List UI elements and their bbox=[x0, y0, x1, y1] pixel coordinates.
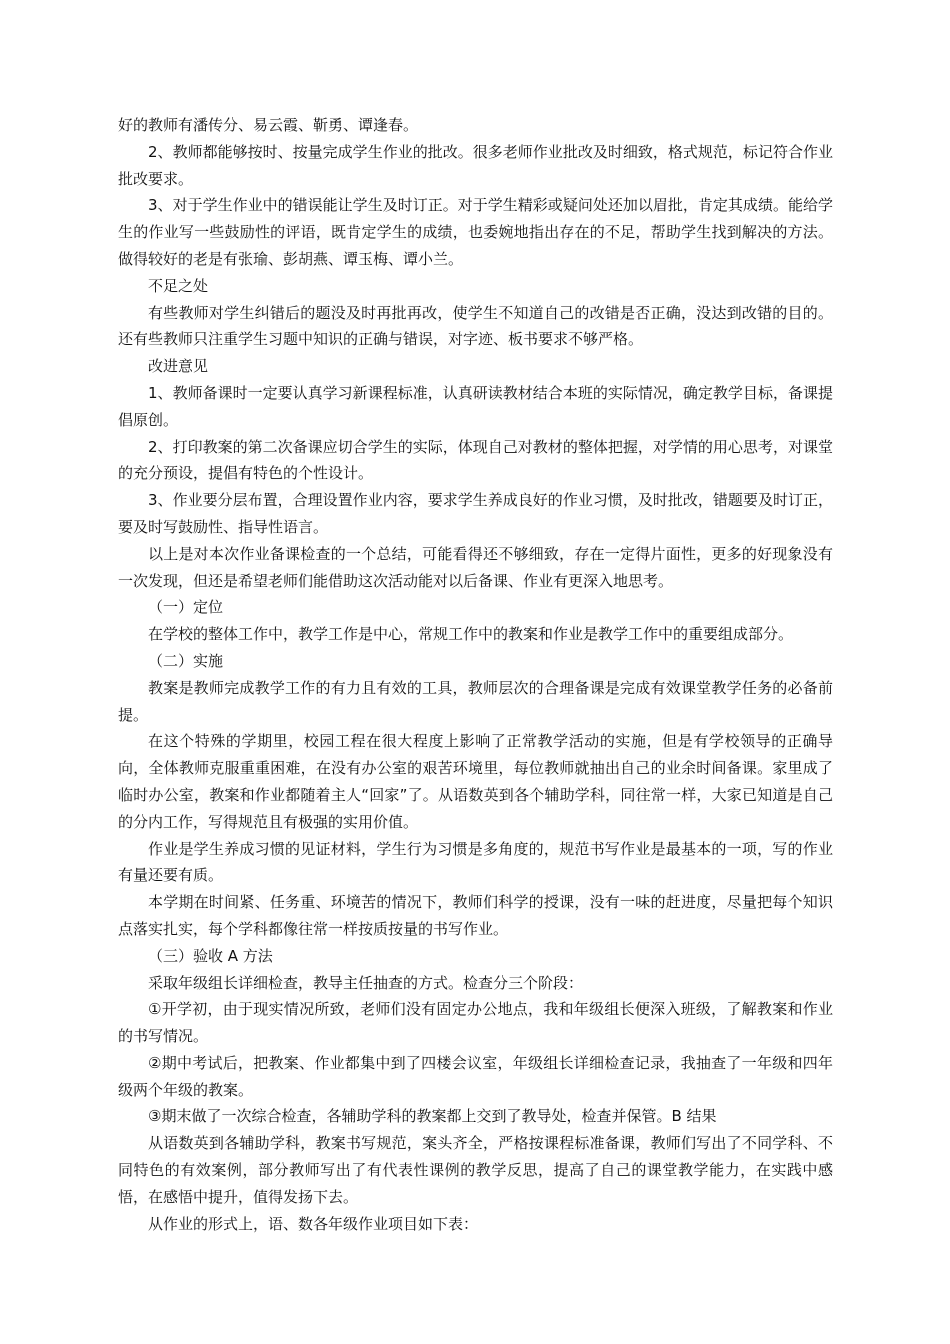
section-heading: （二）实施 bbox=[148, 651, 224, 670]
paragraph: ②期中考试后，把教案、作业都集中到了四楼会议室，年级组长详细检查记录，我抽查了一年级和四年级两个年级的教案。 bbox=[118, 1053, 833, 1099]
paragraph: 以上是对本次作业备课检查的一个总结，可能看得还不够细致，存在一定得片面性，更多的好现象没有一次发现，但还是希望老师们能借助这次活动能对以后备课、作业有更深入地思考。 bbox=[118, 544, 833, 590]
paragraph: 有些教师对学生纠错后的题没及时再批再改，使学生不知道自己的改错是否正确，没达到改错的目的。还有些教师只注重学生习题中知识的正确与错误，对字迹、板书要求不够严格。 bbox=[118, 303, 833, 349]
paragraph: 2、打印教案的第二次备课应切合学生的实际，体现自己对教材的整体把握，对学情的用心思考，对课堂的充分预设，提倡有特色的个性设计。 bbox=[118, 437, 833, 483]
paragraph: 3、作业要分层布置，合理设置作业内容，要求学生养成良好的作业习惯，及时批改，错题要及时订正，要及时写鼓励性、指导性语言。 bbox=[118, 491, 833, 536]
paragraph: ③期末做了一次综合检查，各辅助学科的教案都上交到了教导处，检查并保管。B 结果 bbox=[148, 1107, 717, 1126]
paragraph: 2、教师都能够按时、按量完成学生作业的批改。很多老师作业批改及时细致，格式规范，标记符合作业批改要求。 bbox=[118, 142, 833, 188]
paragraph: 在这个特殊的学期里，校园工程在很大程度上影响了正常教学活动的实施，但是有学校领导的正确导向，全体教师克服重重困难，在没有办公室的艰苦环境里，每位教师就抽出自己的业余时间备课。家里成了临时办公室，教案和作业都随着主人“回家”了。从语数英到各个辅助学科，同往常一样，大家已知道是自己的分内工作，写得规范且有极强的实用价值。 bbox=[118, 732, 833, 831]
paragraph: 好的教师有潘传分、易云霞、靳勇、谭逢春。 bbox=[118, 116, 419, 134]
paragraph: 在学校的整体工作中，教学工作是中心，常规工作中的教案和作业是教学工作中的重要组成部分。 bbox=[148, 625, 794, 644]
document-body bbox=[118, 112, 833, 1237]
section-heading: 改进意见 bbox=[148, 357, 209, 376]
paragraph: 1、教师备课时一定要认真学习新课程标准，认真研读教材结合本班的实际情况，确定教学目标，备课提倡原创。 bbox=[118, 383, 833, 429]
paragraph: 教案是教师完成教学工作的有力且有效的工具，教师层次的合理备课是完成有效课堂教学任务的必备前提。 bbox=[118, 678, 833, 724]
paragraph: 从作业的形式上，语、数各年级作业项目如下表： bbox=[148, 1214, 479, 1233]
paragraph: 从语数英到各辅助学科，教案书写规范，案头齐全，严格按课程标准备课，教师们写出了不同学科、不同特色的有效案例，部分教师写出了有代表性课例的教学反思，提高了自己的课堂教学能力，在实践中感悟，在感悟中提升，值得发扬下去。 bbox=[118, 1134, 833, 1206]
section-heading: 不足之处 bbox=[148, 276, 209, 295]
section-heading: （一）定位 bbox=[148, 598, 224, 617]
paragraph: 采取年级组长详细检查，教导主任抽查的方式。检查分三个阶段： bbox=[148, 973, 584, 992]
paragraph: ①开学初，由于现实情况所致，老师们没有固定办公地点，我和年级组长便深入班级，了解教案和作业的书写情况。 bbox=[118, 1000, 833, 1046]
paragraph: 本学期在时间紧、任务重、环境苦的情况下，教师们科学的授课，没有一味的赶进度，尽量把每个知识点落实扎实，每个学科都像往常一样按质按量的书写作业。 bbox=[118, 893, 833, 938]
section-heading: （三）验收 A 方法 bbox=[148, 946, 273, 965]
paragraph: 3、对于学生作业中的错误能让学生及时订正。对于学生精彩或疑问处还加以眉批，肯定其成绩。能给学生的作业写一些鼓励性的评语，既肯定学生的成绩，也委婉地指出存在的不足，帮助学生找到解决的方法。做得较好的老是有张瑜、彭胡燕、谭玉梅、谭小兰。 bbox=[118, 196, 833, 268]
paragraph: 作业是学生养成习惯的见证材料，学生行为习惯是多角度的，规范书写作业是最基本的一项，写的作业有量还要有质。 bbox=[118, 839, 833, 885]
